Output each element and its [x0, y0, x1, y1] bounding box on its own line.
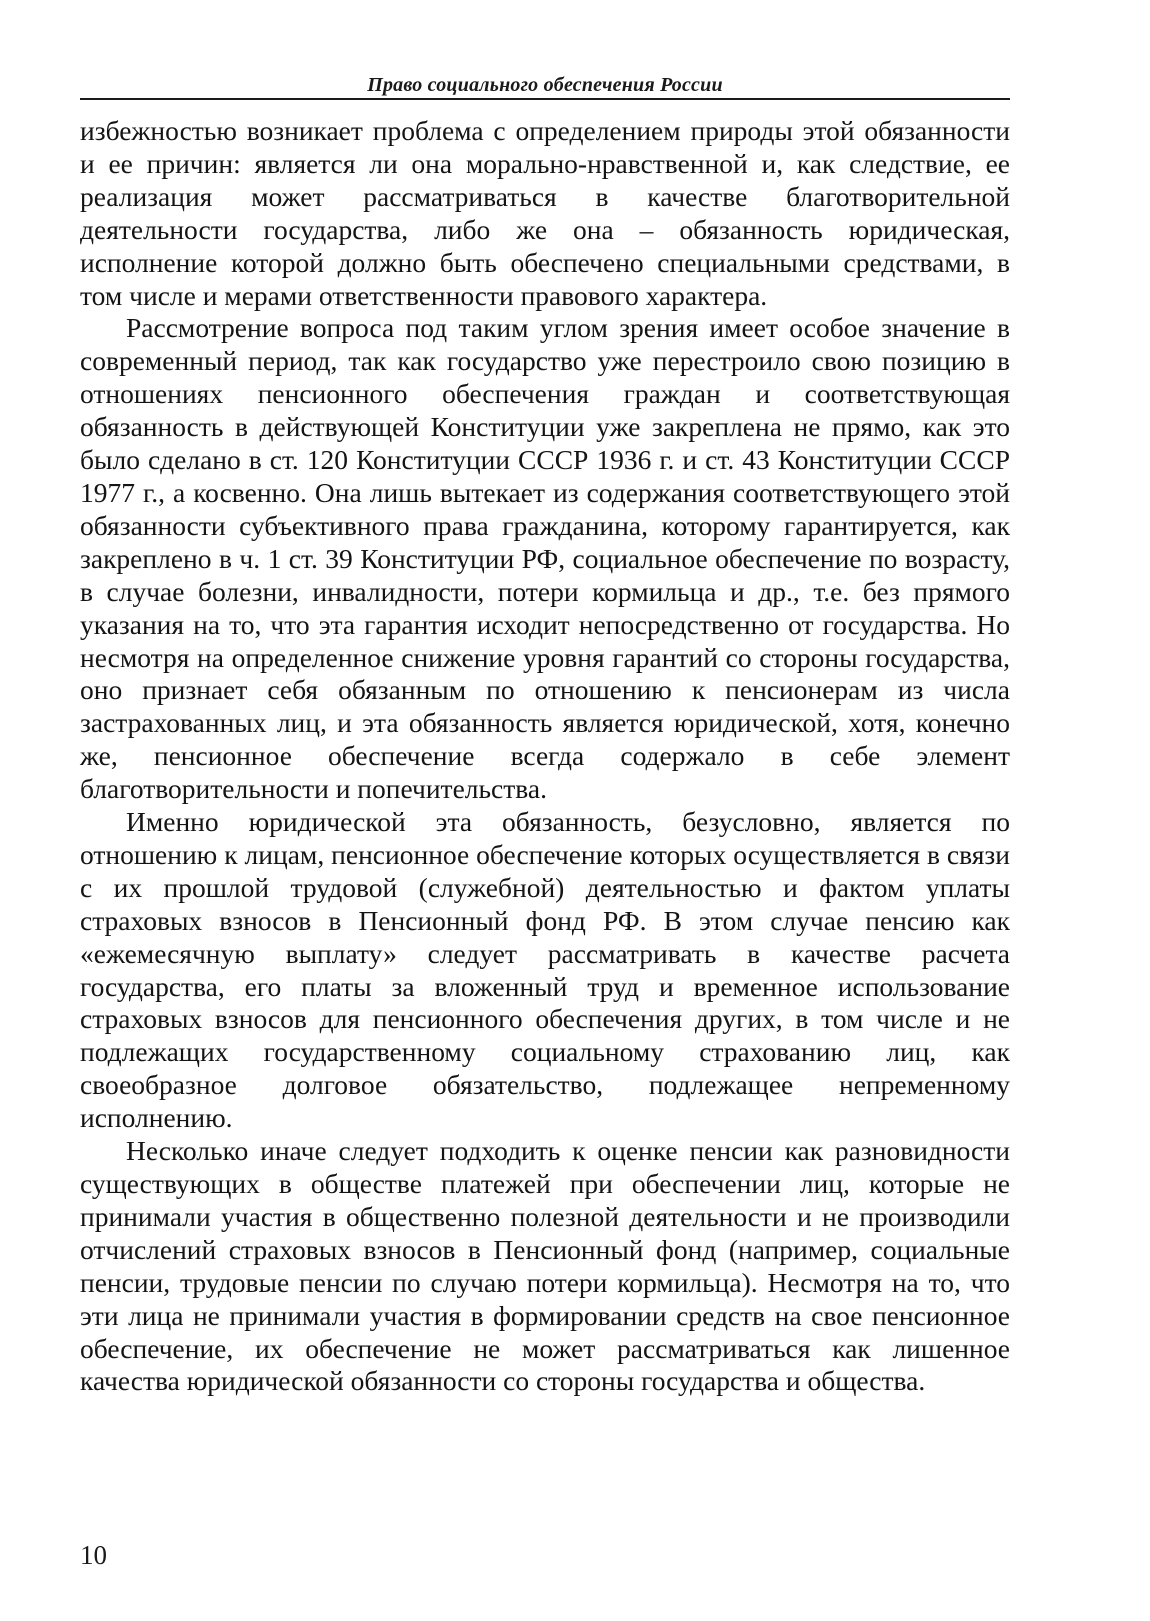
running-header [80, 72, 1010, 100]
body-text [80, 115, 1010, 1398]
paragraph: Именно юридической эта обязанность, безусловно, является по отношению к лицам, пенсионное обеспечение которых осуществляется в связи с их прошлой трудовой (служебной) деятельностью и фактом уплаты страховых взносов в Пенсионный фонд РФ. В этом случае пенсию как «ежемесячную выплату» следует рассматривать в качестве расчета государства, его платы за вложенный труд и временное использование страховых взносов для пенсионного обеспечения других, в том числе и не подлежащих государственному социальному страхованию лиц, как своеобразное долговое обязательство, подлежащее непременному исполнению. [80, 806, 1010, 1134]
paragraph: Несколько иначе следует подходить к оценке пенсии как разновидности существующих в обществе платежей при обеспечении лиц, которые не принимали участия в общественно полезной деятельности и не производили отчислений страховых взносов в Пенсионный фонд (например, социальные пенсии, трудовые пенсии по случаю потери кормильца). Несмотря на то, что эти лица не принимали участия в формировании средств на свое пенсионное обеспечение, их обеспечение не может рассматриваться как лишенное качества юридической обязанности со стороны государства и общества. [80, 1135, 1010, 1397]
paragraph-continuation: избежностью возникает проблема с определением природы этой обязанности и ее причин: является ли она морально-нравственной и, как следствие, ее реализация может рассматриваться в качестве благотворительной деятельности государства, либо же она – обязанность юридическая, исполнение которой должно быть обеспечено специальными средствами, в том числе и мерами ответственности правового характера. [80, 115, 1010, 311]
page-number: 10 [80, 1540, 107, 1570]
running-header-title: Право социального обеспечения России [367, 74, 723, 96]
paragraph: Рассмотрение вопроса под таким углом зрения имеет особое значение в современный период, так как государство уже перестроило свою позицию в отношениях пенсионного обеспечения граждан и соответствующая обязанность в действующей Конституции уже закреплена не прямо, как это было сделано в ст. 120 Конституции СССР 1936 г. и ст. 43 Конституции СССР 1977 г., а косвенно. Она лишь вытекает из содержания соответствующего этой обязанности субъективного права гражданина, которому гарантируется, как закреплено в ч. 1 ст. 39 Конституции РФ, социальное обеспечение по возрасту, в случае болезни, инвалидности, потери кормильца и др., т.е. без прямого указания на то, что эта гарантия исходит непосредственно от государства. Но несмотря на определенное снижение уровня гарантий со стороны государства, оно признает себя обязанным по отношению к пенсионерам из числа застрахованных лиц, и эта обязанность является юридической, хотя, конечно же, пенсионное обеспечение всегда содержало в себе элемент благотворительности и попечительства. [80, 312, 1010, 805]
